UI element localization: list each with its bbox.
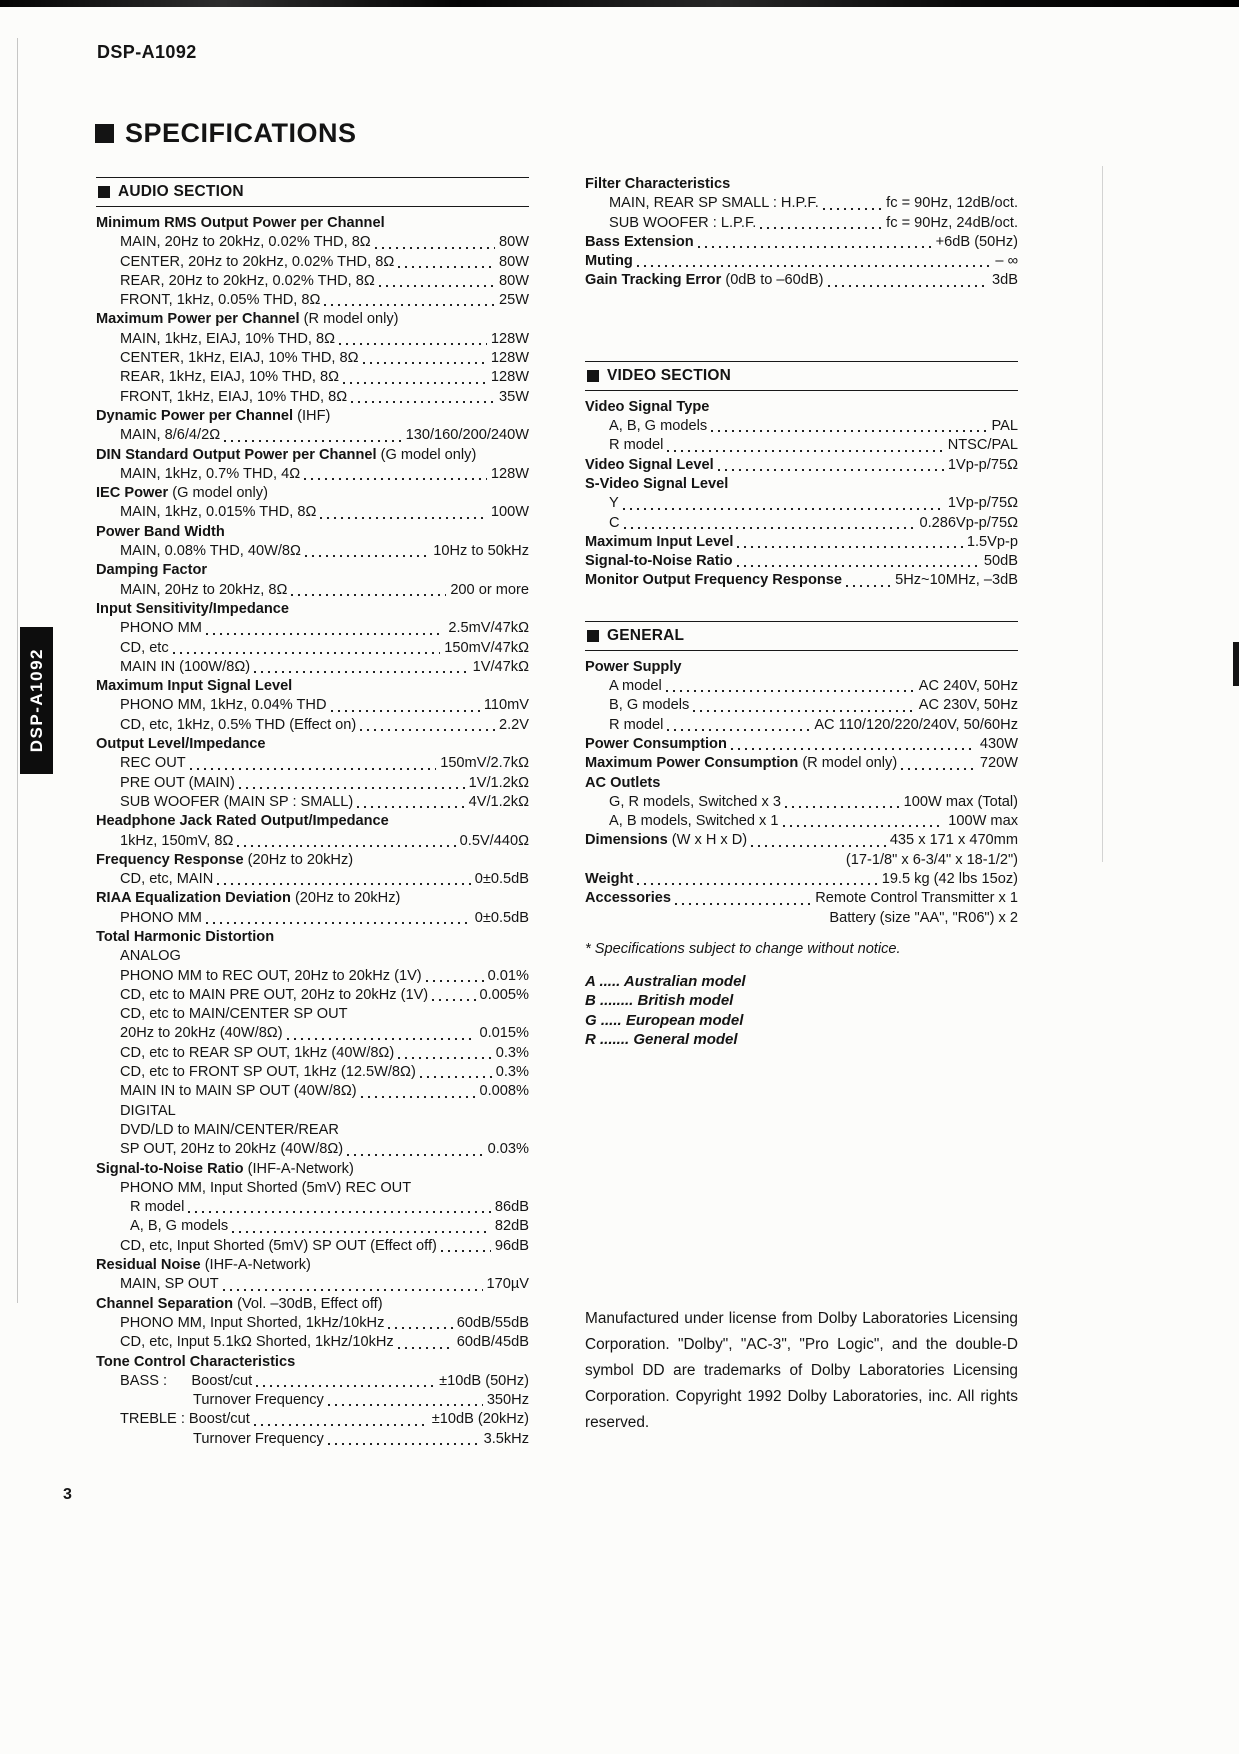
- spec-line: SP OUT, 20Hz to 20kHz (40W/8Ω) 0.03%: [120, 1141, 529, 1158]
- spec-line: Tone Control Characteristics: [96, 1353, 296, 1370]
- spec-line: Gain Tracking Error (0dB to –60dB) 3dB: [585, 272, 1018, 289]
- dot-leader: [239, 787, 465, 789]
- spec-line: Maximum Power per Channel (R model only): [96, 311, 399, 328]
- dot-leader: [379, 285, 495, 287]
- spec-line: Signal-to-Noise Ratio (IHF-A-Network): [96, 1160, 354, 1177]
- dot-leader: [667, 729, 810, 731]
- spec-line: MAIN, REAR SP SMALL : H.P.F. fc = 90Hz, 12dB/oct.: [609, 195, 1018, 212]
- spec-line: FRONT, 1kHz, 0.05% THD, 8Ω 25W: [120, 292, 529, 309]
- spec-line: 20Hz to 20kHz (40W/8Ω) 0.015%: [120, 1025, 529, 1042]
- spec-line: FRONT, 1kHz, EIAJ, 10% THD, 8Ω 35W: [120, 388, 529, 405]
- dot-leader: [398, 266, 495, 268]
- dot-leader: [426, 980, 484, 982]
- dot-leader: [287, 1038, 476, 1040]
- spec-line: Accessories Remote Control Transmitter x 1: [585, 890, 1018, 907]
- spec-line: 1kHz, 150mV, 8Ω 0.5V/440Ω: [120, 832, 529, 849]
- spec-line: Y 1Vp-p/75Ω: [609, 495, 1018, 512]
- section-title-video: [585, 361, 1018, 391]
- spec-line: CD, etc, MAIN 0±0.5dB: [120, 871, 529, 888]
- spec-line: PHONO MM, 1kHz, 0.04% THD 110mV: [120, 697, 529, 714]
- dot-leader: [667, 450, 943, 452]
- spec-line: Video Signal Type: [585, 398, 710, 415]
- dot-leader: [441, 1250, 491, 1252]
- spec-line: REAR, 20Hz to 20kHz, 0.02% THD, 8Ω 80W: [120, 272, 529, 289]
- page-number: 3: [63, 1486, 72, 1503]
- spec-line: REC OUT 150mV/2.7kΩ: [120, 755, 529, 772]
- spec-line: Monitor Output Frequency Response 5Hz~10MHz, –3dB: [585, 572, 1018, 589]
- dot-leader: [375, 247, 495, 249]
- dot-leader: [173, 652, 441, 654]
- dot-leader: [331, 710, 480, 712]
- spec-line: DIGITAL: [120, 1102, 176, 1119]
- dot-leader: [693, 710, 914, 712]
- dot-leader: [361, 1096, 476, 1098]
- dot-leader: [432, 999, 475, 1001]
- dot-leader: [351, 401, 495, 403]
- spec-line: Maximum Power Consumption (R model only) 720W: [585, 755, 1018, 772]
- dot-leader: [783, 825, 945, 827]
- dot-leader: [731, 748, 976, 750]
- dot-leader: [206, 922, 471, 924]
- spec-line: Headphone Jack Rated Output/Impedance: [96, 813, 389, 830]
- spec-line: C 0.286Vp-p/75Ω: [609, 514, 1018, 531]
- spec-line: MAIN, 1kHz, 0.015% THD, 8Ω 100W: [120, 504, 529, 521]
- dot-leader: [357, 806, 464, 808]
- side-tab-model: [20, 627, 53, 774]
- dot-leader: [224, 440, 402, 442]
- spec-line: Output Level/Impedance: [96, 736, 266, 753]
- spec-line: S-Video Signal Level: [585, 475, 729, 492]
- spec-line: Signal-to-Noise Ratio 50dB: [585, 553, 1018, 570]
- dot-leader: [360, 729, 495, 731]
- spec-line: CD, etc to MAIN PRE OUT, 20Hz to 20kHz (1V) 0.005%: [120, 986, 529, 1003]
- spec-line: PHONO MM, Input Shorted (5mV) REC OUT: [120, 1179, 412, 1196]
- spec-line: PHONO MM, Input Shorted, 1kHz/10kHz 60dB/55dB: [120, 1314, 529, 1331]
- dot-leader: [637, 883, 877, 885]
- dot-leader: [901, 768, 976, 770]
- spec-line: Channel Separation (Vol. –30dB, Effect off): [96, 1295, 383, 1312]
- dot-leader: [328, 1443, 480, 1445]
- dot-leader: [237, 845, 455, 847]
- spec-line: AC Outlets: [585, 774, 661, 791]
- page-title-text: SPECIFICATIONS: [125, 118, 357, 148]
- spec-line: Minimum RMS Output Power per Channel: [96, 215, 385, 231]
- dot-leader: [328, 1404, 483, 1406]
- dot-leader: [254, 671, 469, 673]
- spec-line: CENTER, 1kHz, EIAJ, 10% THD, 8Ω 128W: [120, 350, 529, 367]
- dot-leader: [828, 285, 989, 287]
- dot-leader: [320, 517, 487, 519]
- square-bullet-icon: [587, 630, 599, 642]
- dot-leader: [304, 478, 487, 480]
- scan-top-edge: [0, 0, 1239, 7]
- video-spec-list: [585, 398, 1018, 591]
- model-legend-item: B ........ British model: [585, 992, 734, 1010]
- dot-leader: [206, 633, 444, 635]
- section-title-audio: [96, 177, 529, 207]
- spec-line: A model AC 240V, 50Hz: [609, 678, 1018, 695]
- spec-line: MAIN IN (100W/8Ω) 1V/47kΩ: [120, 658, 529, 675]
- page-header-model: DSP-A1092: [97, 42, 197, 62]
- dot-leader: [675, 903, 811, 905]
- spec-line: CD, etc, Input Shorted (5mV) SP OUT (Effect off) 96dB: [120, 1237, 529, 1254]
- general-spec-list: [585, 658, 1018, 928]
- spec-line: SUB WOOFER (MAIN SP : SMALL) 4V/1.2kΩ: [120, 793, 529, 810]
- dot-leader: [624, 527, 916, 529]
- spec-line: (17-1/8" x 6-3/4" x 18-1/2"): [845, 851, 1018, 868]
- spec-line: Weight 19.5 kg (42 lbs 15oz): [585, 871, 1018, 888]
- dot-leader: [785, 806, 900, 808]
- spec-line: RIAA Equalization Deviation (20Hz to 20kHz): [96, 890, 401, 907]
- spec-line: IEC Power (G model only): [96, 485, 268, 502]
- spec-line: Dimensions (W x H x D) 435 x 171 x 470mm: [585, 832, 1018, 849]
- spec-line: MAIN, 20Hz to 20kHz, 8Ω 200 or more: [120, 581, 529, 598]
- dot-leader: [398, 1057, 492, 1059]
- dot-leader: [223, 1289, 483, 1291]
- spec-line: MAIN, 1kHz, 0.7% THD, 4Ω 128W: [120, 465, 529, 482]
- dolby-license-notice: Manufactured under license from Dolby Laboratories Licensing Corporation. "Dolby", "AC-3", "Pro Logic", and the double-D symbol DD are trademarks of Dolby Laboratories Licensing Corporation. Copyright 1992 Dolby Laboratories, inc. All rights reserved.: [585, 1309, 1018, 1431]
- dot-leader: [190, 768, 437, 770]
- spec-line: DVD/LD to MAIN/CENTER/REAR: [120, 1121, 339, 1138]
- model-legend-item: R ....... General model: [585, 1031, 738, 1049]
- dot-leader: [339, 343, 487, 345]
- model-legend-item: G ..... European model: [585, 1011, 744, 1029]
- dot-leader: [291, 594, 446, 596]
- dot-leader: [698, 246, 932, 248]
- spec-line: CD, etc, Input 5.1kΩ Shorted, 1kHz/10kHz 60dB/45dB: [120, 1334, 529, 1351]
- dot-leader: [623, 508, 944, 510]
- footnote: * Specifications subject to change without notice.: [585, 940, 901, 957]
- spec-line: Maximum Input Signal Level: [96, 678, 293, 695]
- dot-leader: [718, 469, 944, 471]
- scan-edge-mark: [1233, 642, 1239, 686]
- dot-leader: [737, 565, 980, 567]
- dot-leader: [347, 1154, 483, 1156]
- dot-leader: [637, 265, 992, 267]
- dot-leader: [256, 1385, 435, 1387]
- spec-line: ANALOG: [120, 948, 181, 965]
- spec-line: CD, etc to FRONT SP OUT, 1kHz (12.5W/8Ω) 0.3%: [120, 1064, 529, 1081]
- spec-line: Maximum Input Level 1.5Vp-p: [585, 533, 1018, 550]
- square-bullet-icon: [587, 370, 599, 382]
- left-column: [96, 177, 529, 1449]
- spec-line: MAIN, 20Hz to 20kHz, 0.02% THD, 8Ω 80W: [120, 234, 529, 251]
- spec-line: Bass Extension +6dB (50Hz): [585, 233, 1018, 250]
- spec-line: R model NTSC/PAL: [609, 437, 1018, 454]
- dot-leader: [388, 1327, 452, 1329]
- dot-leader: [188, 1211, 491, 1213]
- spec-line: MAIN, SP OUT 170µV: [120, 1276, 529, 1293]
- dot-leader: [666, 690, 915, 692]
- dot-leader: [217, 883, 470, 885]
- dot-leader: [343, 382, 487, 384]
- spec-line: Power Consumption 430W: [585, 735, 1018, 752]
- square-bullet-icon: [95, 124, 114, 143]
- spec-line: Battery (size "AA", "R06") x 2: [829, 909, 1018, 926]
- section-title-audio-text: AUDIO SECTION: [118, 183, 244, 200]
- dot-leader: [363, 362, 487, 364]
- spec-line: A, B, G models PAL: [609, 418, 1018, 435]
- spec-line: PHONO MM 2.5mV/47kΩ: [120, 620, 529, 637]
- spec-line: Filter Characteristics: [585, 176, 731, 192]
- dot-leader: [846, 585, 891, 587]
- spec-line: MAIN, 0.08% THD, 40W/8Ω 10Hz to 50kHz: [120, 543, 529, 560]
- dot-leader: [324, 304, 495, 306]
- spec-line: Turnover Frequency 3.5kHz: [193, 1430, 529, 1447]
- dot-leader: [737, 546, 962, 548]
- dot-leader: [398, 1347, 453, 1349]
- square-bullet-icon: [98, 186, 110, 198]
- spec-line: Residual Noise (IHF-A-Network): [96, 1257, 311, 1274]
- spec-line: B, G models AC 230V, 50Hz: [609, 697, 1018, 714]
- spec-line: R model 86dB: [130, 1199, 529, 1216]
- dot-leader: [823, 208, 882, 210]
- dot-leader: [751, 845, 886, 847]
- model-legend: [585, 972, 1018, 1050]
- spec-line: A, B models, Switched x 1 100W max: [609, 813, 1018, 830]
- dot-leader: [254, 1424, 428, 1426]
- model-legend-item: A ..... Australian model: [585, 972, 746, 990]
- section-title-general: [585, 621, 1018, 651]
- spec-line: Input Sensitivity/Impedance: [96, 600, 290, 617]
- dot-leader: [305, 555, 429, 557]
- spec-line: Damping Factor: [96, 562, 208, 579]
- filter-spec-list: [585, 175, 1018, 291]
- spec-line: Frequency Response (20Hz to 20kHz): [96, 851, 354, 868]
- spec-line: REAR, 1kHz, EIAJ, 10% THD, 8Ω 128W: [120, 369, 529, 386]
- spec-line: Total Harmonic Distortion: [96, 928, 275, 945]
- spec-line: G, R models, Switched x 3 100W max (Total): [609, 793, 1018, 810]
- spec-line: MAIN IN to MAIN SP OUT (40W/8Ω) 0.008%: [120, 1083, 529, 1100]
- dot-leader: [760, 227, 882, 229]
- spec-line: PHONO MM to REC OUT, 20Hz to 20kHz (1V) 0.01%: [120, 967, 529, 984]
- scan-artifact-line-right: [1102, 166, 1103, 862]
- spec-line: TREBLE : Boost/cut ±10dB (20kHz): [120, 1411, 529, 1428]
- spec-line: BASS : Boost/cut ±10dB (50Hz): [120, 1372, 529, 1389]
- spec-line: Power Supply: [585, 658, 682, 675]
- side-tab-label: DSP-A1092: [26, 648, 46, 753]
- spec-line: CENTER, 20Hz to 20kHz, 0.02% THD, 8Ω 80W: [120, 253, 529, 270]
- spec-line: CD, etc to MAIN/CENTER SP OUT: [120, 1006, 348, 1023]
- page-title: [95, 118, 357, 149]
- spec-line: Turnover Frequency 350Hz: [193, 1392, 529, 1409]
- dot-leader: [232, 1231, 491, 1233]
- dot-leader: [420, 1076, 492, 1078]
- scan-artifact-line-left: [17, 38, 18, 1303]
- spec-line: Muting – ∞: [585, 253, 1018, 270]
- right-column: [585, 168, 1018, 1436]
- spec-line: SUB WOOFER : L.P.F. fc = 90Hz, 24dB/oct.: [609, 214, 1018, 231]
- spec-line: CD, etc, 1kHz, 0.5% THD (Effect on) 2.2V: [120, 716, 529, 733]
- spec-line: Power Band Width: [96, 523, 225, 540]
- audio-spec-list: [96, 214, 529, 1449]
- section-title-video-text: VIDEO SECTION: [607, 366, 732, 384]
- spec-line: PRE OUT (MAIN) 1V/1.2kΩ: [120, 774, 529, 791]
- dot-leader: [711, 430, 987, 432]
- spec-line: A, B, G models 82dB: [130, 1218, 529, 1235]
- spec-line: MAIN, 1kHz, EIAJ, 10% THD, 8Ω 128W: [120, 330, 529, 347]
- spec-line: MAIN, 8/6/4/2Ω 130/160/200/240W: [120, 427, 529, 444]
- spec-line: CD, etc to REAR SP OUT, 1kHz (40W/8Ω) 0.3%: [120, 1044, 529, 1061]
- spec-line: R model AC 110/120/220/240V, 50/60Hz: [609, 716, 1018, 733]
- spec-line: Video Signal Level 1Vp-p/75Ω: [585, 456, 1018, 473]
- spec-line: Dynamic Power per Channel (IHF): [96, 407, 331, 424]
- spec-line: DIN Standard Output Power per Channel (G model only): [96, 446, 477, 463]
- spec-line: CD, etc 150mV/47kΩ: [120, 639, 529, 656]
- section-title-general-text: GENERAL: [607, 626, 685, 644]
- spec-line: PHONO MM 0±0.5dB: [120, 909, 529, 926]
